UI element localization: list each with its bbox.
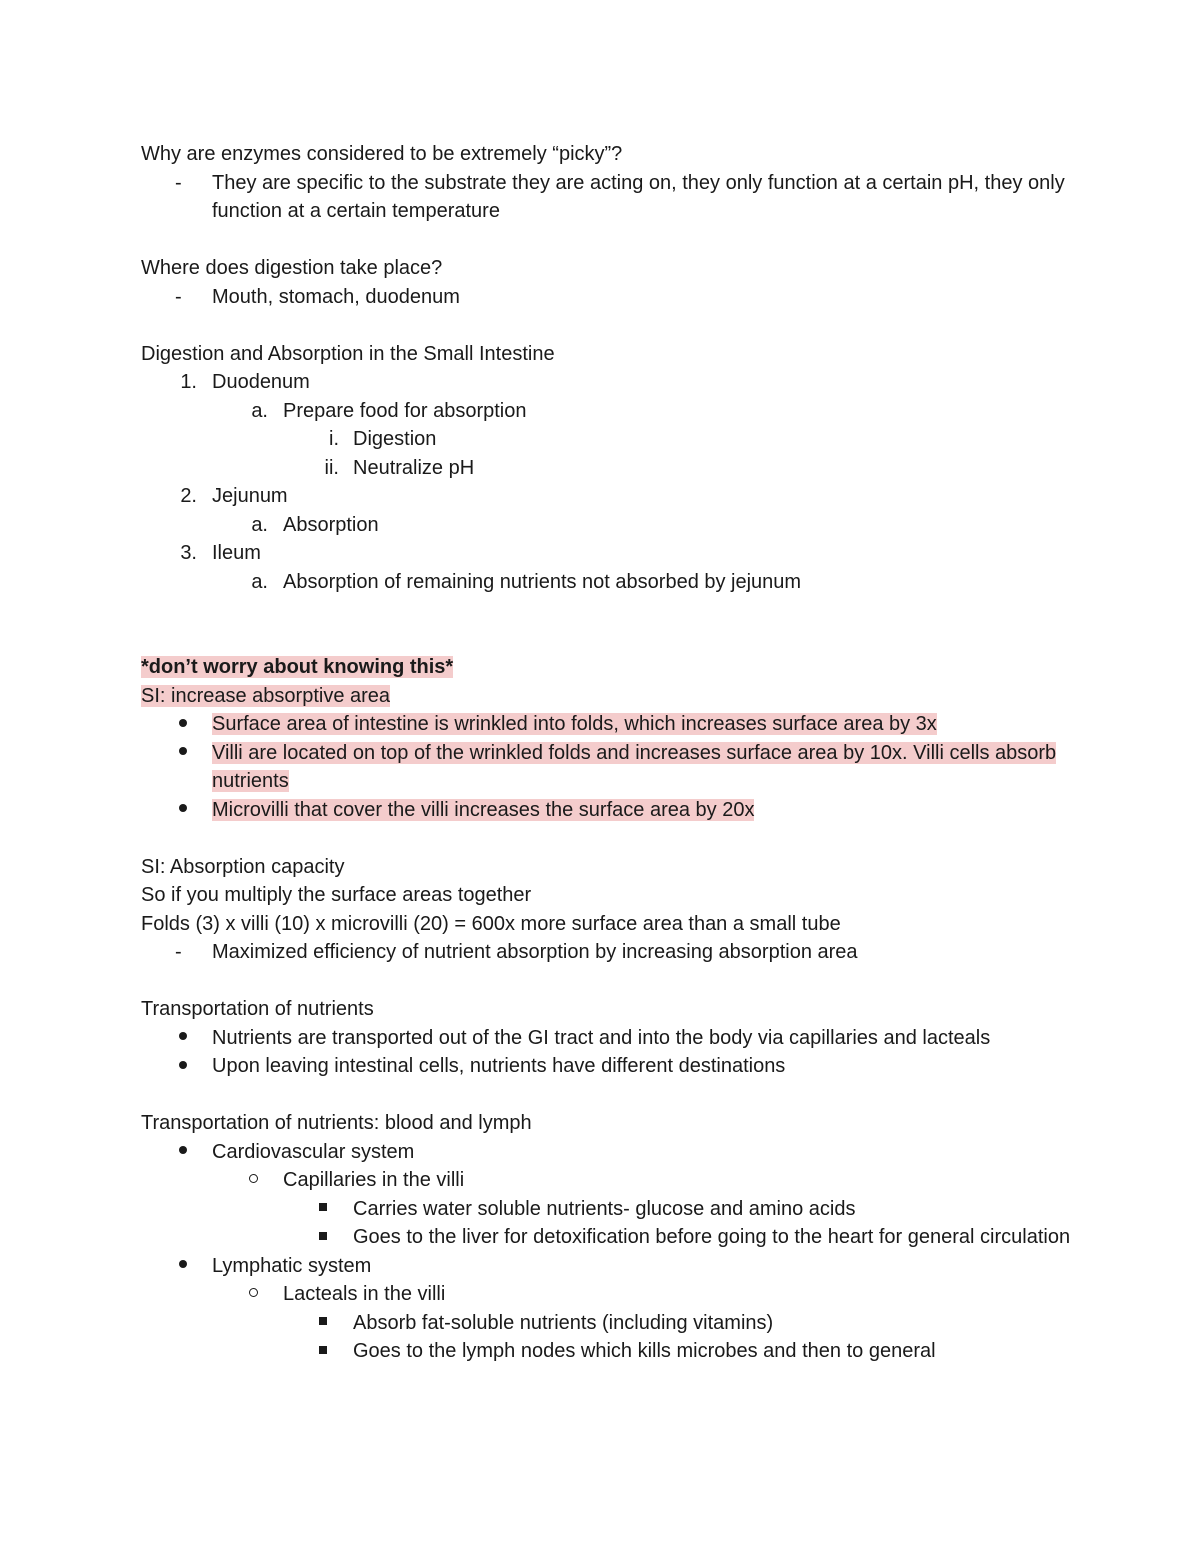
list-marker: ii. — [324, 456, 339, 479]
list-item-text: Microvilli that cover the villi increases the surface area by 20x — [212, 798, 755, 821]
list-marker: 1. — [180, 371, 197, 393]
list-item-text: Lacteals in the villi — [283, 1283, 446, 1305]
list-item — [141, 1052, 1071, 1081]
list-item — [141, 454, 1071, 483]
answer-digestion-text: Mouth, stomach, duodenum — [212, 285, 460, 308]
answer-digestion — [141, 283, 1071, 312]
square-bullet-icon — [317, 1195, 329, 1224]
list-marker: a. — [251, 570, 268, 593]
list-item-text: Neutralize pH — [353, 456, 475, 479]
question-enzymes: Why are enzymes considered to be extremely “picky”? — [141, 143, 623, 165]
list-item-text: Absorb fat-soluble nutrients (including vitamins) — [353, 1311, 774, 1334]
list-item-text: Absorption of remaining nutrients not absorbed by jejunum — [283, 570, 802, 593]
dash-marker: - — [175, 941, 182, 963]
list-item-text: Upon leaving intestinal cells, nutrients have different destinations — [212, 1055, 786, 1077]
bullet-icon — [177, 739, 189, 768]
paragraph-line: Folds (3) x villi (10) x microvilli (20) = 600x more surface area than a small tube — [141, 912, 841, 935]
list-item — [141, 739, 1071, 796]
list-item-text: Nutrients are transported out of the GI tract and into the body via capillaries and lacteals — [212, 1026, 991, 1049]
list-item-text: Villi are located on top of the wrinkled folds and increases surface area by 10x. Villi cells absorb nutrients — [212, 741, 1057, 792]
dash-marker: - — [175, 171, 182, 194]
list-item — [141, 1309, 1071, 1338]
document-body — [141, 140, 1071, 1366]
list-item-text: Prepare food for absorption — [283, 399, 527, 422]
list-item-text: Goes to the lymph nodes which kills microbes and then to general — [353, 1340, 936, 1362]
list-item-text: Duodenum — [212, 371, 310, 393]
list-item-text: Surface area of intestine is wrinkled into folds, which increases surface area by 3x — [212, 713, 937, 735]
list-item — [141, 710, 1071, 739]
list-item — [141, 1195, 1071, 1224]
list-item-text: Absorption — [283, 513, 379, 536]
list-item — [141, 568, 1071, 597]
list-item-text: Carries water soluble nutrients- glucose and amino acids — [353, 1197, 856, 1220]
list-item-text: Goes to the liver for detoxification before going to the heart for general circulation — [353, 1226, 1071, 1248]
list-item-text: Ileum — [212, 542, 261, 564]
list-marker: i. — [329, 428, 339, 450]
list-item — [141, 1024, 1071, 1053]
bullet-icon — [177, 796, 189, 825]
circle-bullet-icon — [247, 1280, 259, 1309]
section-title-small-intestine: Digestion and Absorption in the Small Intestine — [141, 342, 555, 365]
bullet-icon — [177, 1052, 189, 1081]
square-bullet-icon — [317, 1309, 329, 1338]
list-item-text: Lymphatic system — [212, 1254, 372, 1277]
highlight-note — [141, 653, 1071, 682]
list-item — [141, 1166, 1071, 1195]
square-bullet-icon — [317, 1223, 329, 1252]
section-title-blood-lymph: Transportation of nutrients: blood and lymph — [141, 1112, 532, 1134]
list-marker: a. — [251, 513, 268, 536]
section-title-absorption-capacity: SI: Absorption capacity — [141, 855, 345, 878]
list-item — [141, 1252, 1071, 1281]
list-marker: a. — [251, 399, 268, 422]
list-item — [141, 1223, 1071, 1252]
section-title-transportation: Transportation of nutrients — [141, 998, 374, 1020]
list-item — [141, 368, 1071, 397]
list-marker: 3. — [180, 542, 197, 564]
answer-enzymes — [141, 169, 1071, 226]
list-item — [141, 482, 1071, 511]
list-item — [141, 1280, 1071, 1309]
list-item — [141, 1138, 1071, 1167]
section-title-absorptive-area — [141, 682, 1071, 711]
list-item-text: Digestion — [353, 428, 437, 450]
dash-marker: - — [175, 285, 182, 308]
paragraph-line: So if you multiply the surface areas together — [141, 884, 532, 906]
question-digestion: Where does digestion take place? — [141, 257, 443, 279]
list-item — [141, 1337, 1071, 1366]
section-title-text: SI: increase absorptive area — [141, 684, 391, 707]
list-item — [141, 397, 1071, 426]
list-item — [141, 425, 1071, 454]
bullet-icon — [177, 1138, 189, 1167]
note-text: *don’t worry about knowing this* — [141, 656, 454, 678]
list-marker: 2. — [180, 485, 197, 507]
bullet-icon — [177, 1252, 189, 1281]
bullet-icon — [177, 710, 189, 739]
circle-bullet-icon — [247, 1166, 259, 1195]
list-item — [141, 938, 1071, 967]
list-item — [141, 511, 1071, 540]
list-item — [141, 539, 1071, 568]
list-item — [141, 796, 1071, 825]
bullet-icon — [177, 1024, 189, 1053]
list-item-text: Jejunum — [212, 485, 288, 507]
square-bullet-icon — [317, 1337, 329, 1366]
list-item-text: Cardiovascular system — [212, 1140, 415, 1163]
list-item-text: Capillaries in the villi — [283, 1169, 465, 1191]
list-item-text: Maximized efficiency of nutrient absorption by increasing absorption area — [212, 941, 858, 963]
answer-enzymes-text: They are specific to the substrate they are acting on, they only function at a certain pH, they only function at a certain temperature — [212, 171, 1065, 222]
